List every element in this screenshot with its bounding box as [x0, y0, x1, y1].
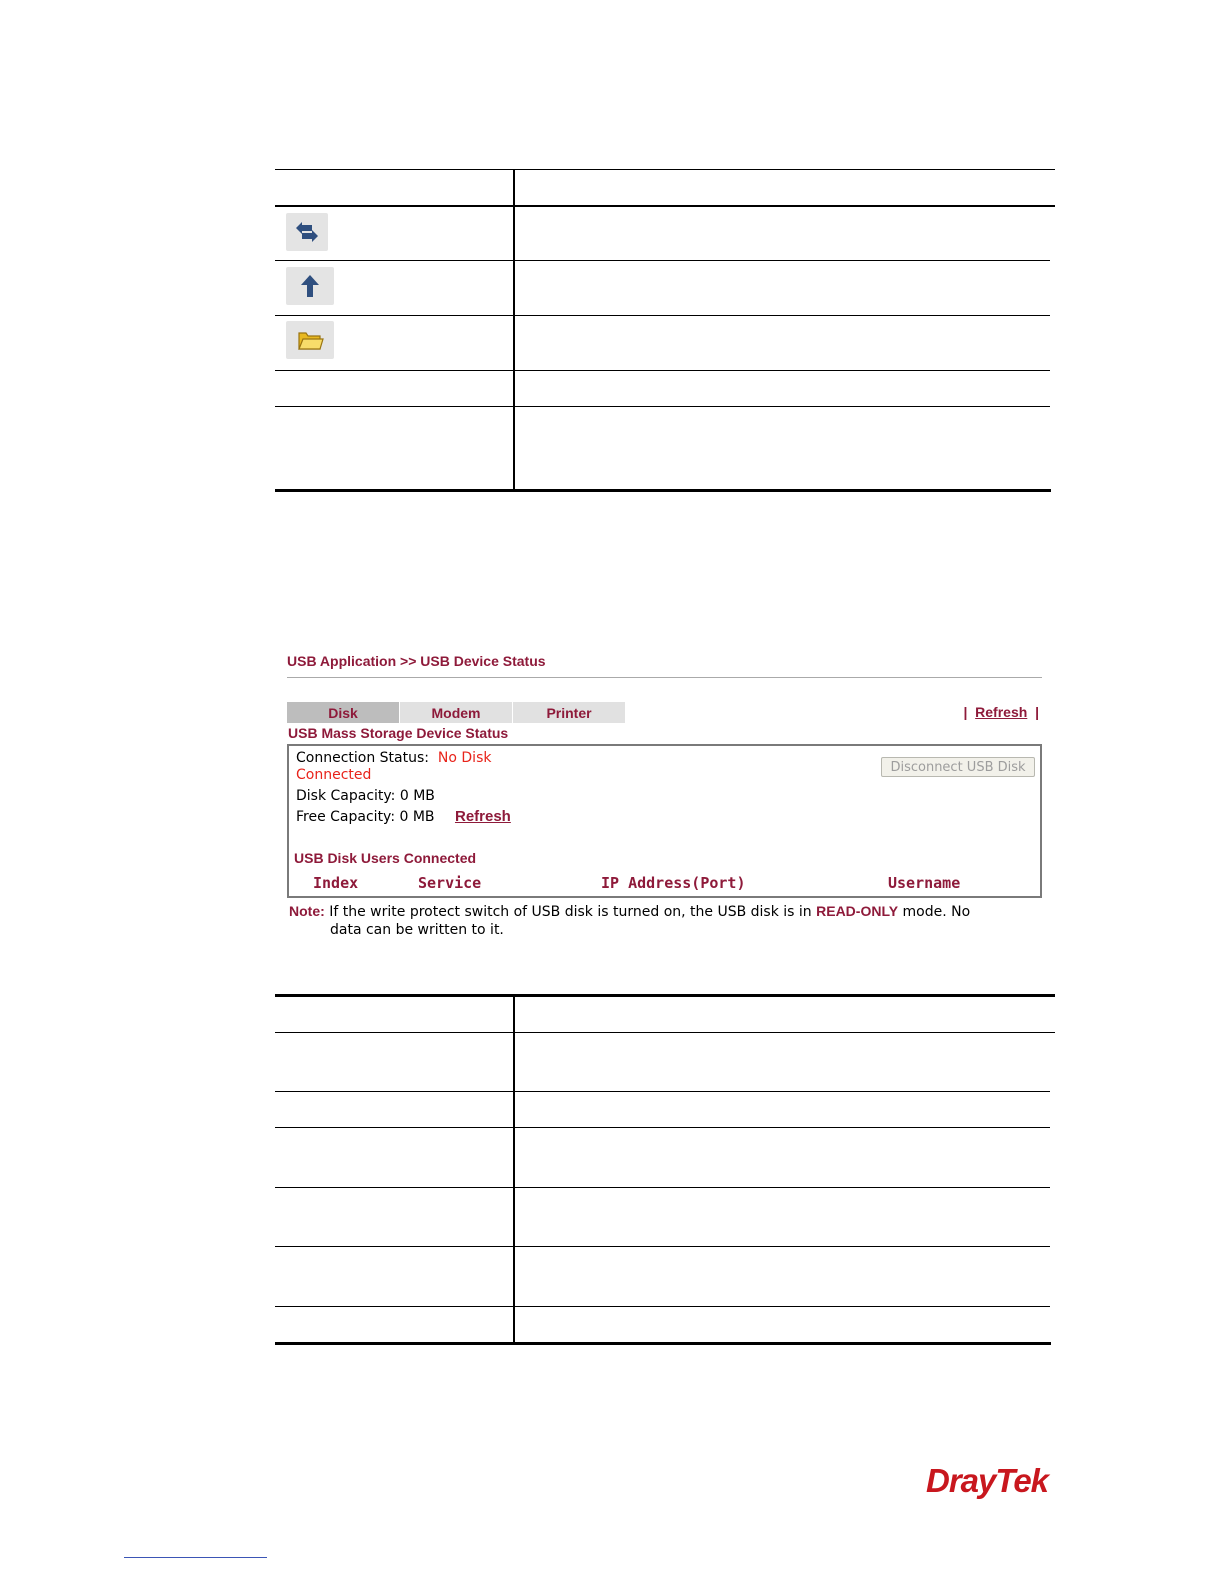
up-arrow-icon[interactable] — [286, 267, 334, 305]
table-1 — [275, 169, 1055, 494]
title-divider — [287, 677, 1042, 678]
note — [289, 902, 1029, 939]
column-header-service: Service — [418, 874, 482, 892]
users-connected-title: USB Disk Users Connected — [294, 850, 477, 866]
table-2 — [275, 994, 1055, 1349]
column-header-index: Index — [313, 874, 359, 892]
connection-status — [296, 750, 491, 766]
page-title: USB Application >> USB Device Status — [287, 653, 546, 669]
column-header-username: Username — [888, 874, 961, 892]
inline-refresh-link[interactable]: Refresh — [454, 808, 511, 825]
tab-bar — [287, 702, 626, 723]
note-text-2: mode. No — [902, 904, 971, 920]
separator: | — [963, 704, 968, 720]
folder-icon[interactable] — [286, 321, 334, 359]
status-panel — [287, 744, 1042, 898]
top-refresh — [963, 704, 1039, 720]
refresh-link[interactable]: Refresh — [975, 704, 1028, 720]
usb-device-status-screenshot — [287, 648, 1047, 948]
note-label: Note: — [289, 903, 325, 919]
note-text-1: If the write protect switch of USB disk is turned on, the USB disk is in — [329, 904, 812, 920]
section-title: USB Mass Storage Device Status — [288, 725, 509, 741]
disconnect-usb-disk-button[interactable]: Disconnect USB Disk — [881, 757, 1035, 777]
tab-modem[interactable]: Modem — [400, 702, 512, 723]
free-capacity: Free Capacity: 0 MB — [296, 809, 435, 825]
column-header-ip: IP Address(Port) — [601, 874, 746, 892]
connection-status-value: No Disk — [437, 750, 492, 766]
separator: | — [1035, 704, 1039, 720]
disk-capacity: Disk Capacity: 0 MB — [296, 788, 435, 804]
tab-printer[interactable]: Printer — [513, 702, 625, 723]
free-capacity-line — [296, 808, 511, 825]
connection-status-value-2: Connected — [296, 767, 372, 783]
draytek-logo: DrayTek — [926, 1462, 1049, 1499]
connection-status-label: Connection Status: — [296, 750, 429, 766]
tab-disk[interactable]: Disk — [287, 702, 399, 723]
note-text-line2: data can be written to it. — [330, 922, 504, 938]
footer-divider — [124, 1557, 267, 1558]
note-emphasis: READ-ONLY — [816, 903, 899, 919]
refresh-arrows-icon[interactable] — [286, 213, 328, 251]
